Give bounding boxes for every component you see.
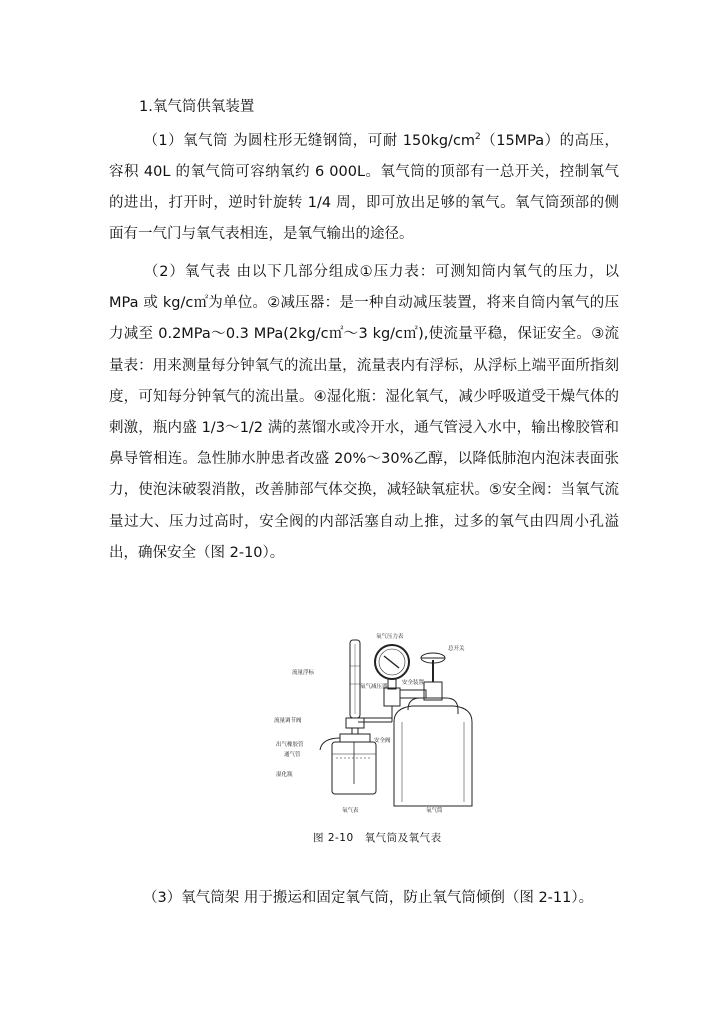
connecting-pipe-drawing bbox=[358, 706, 392, 722]
humidifier-bottle-drawing bbox=[320, 734, 376, 794]
section-title: 1.氧气筒供氧装置 bbox=[139, 99, 255, 115]
paragraph-text: （15MPa）的高压，容积 40L 的氧气筒可容纳氧约 6 000L。氧气筒的顶部有一总开关，控制氧气的进出，打开时，逆时针旋转 1/4 周，即可放出足够的氧气。氧气筒颈部的侧面有一气门与氧气表相连，是氧气输出的途径。 bbox=[109, 132, 619, 243]
figure-caption: 图 2-10 氧气筒及氧气表 bbox=[313, 832, 442, 844]
paragraph-text: 为圆柱形无缝钢筒，可耐 150kg/cm bbox=[233, 132, 476, 149]
paragraph-text: 用于搬运和固定氧气筒，防止氧气筒倾倒（图 2-11）。 bbox=[243, 890, 594, 906]
cylinder-drawing bbox=[394, 653, 472, 806]
label-safety-switch: 安全装置 bbox=[402, 680, 425, 686]
label-pressure-gauge: 氧气压力表 bbox=[376, 634, 404, 640]
apparatus-illustration bbox=[274, 626, 474, 816]
paragraph-cylinder-rack bbox=[109, 883, 629, 914]
pressure-gauge-drawing bbox=[375, 645, 426, 706]
label-oxygen-cylinder: 氧气筒 bbox=[426, 808, 443, 814]
label-flow-float: 流量浮标 bbox=[292, 670, 315, 676]
paragraph-text: 由以下几部分组成①压力表：可测知筒内氧气的压力，以 MPa 或 kg/c㎡为单位。②减压器：是一种自动减压装置，将来自筒内氧气的压力减至 0.2MPa～0.3 MPa(2kg/c㎡～3 kg/c㎡),使流量平稳，保证安全。③流量表：用来测量每分钟氧气的流出量，流量表内有浮标，从浮标上端平面所指刻度，可知每分钟氧气的流出量。④湿化瓶：湿化氧气，减少呼吸道受干燥气体的刺激，瓶内盛 1/3～1/2 满的蒸馏水或冷开水，通气管浸入水中，输出橡胶管和鼻导管相连。急性肺水肿患者改盛 20%～30%乙醇，以降低肺泡内泡沫表面张力，使泡沫破裂消散，改善肺部气体交换，减轻缺氧症状。⑤安全阀：当氧气流量过大、压力过高时，安全阀的内部活塞自动上推，过多的氧气由四周小孔溢出，确保安全（图 2-10）。 bbox=[109, 264, 620, 561]
label-humidifier: 湿化瓶 bbox=[276, 772, 293, 778]
figure-oxygen-apparatus bbox=[274, 626, 474, 816]
paragraph-lead: （1）氧气筒 bbox=[143, 132, 228, 149]
label-safety-valve: 安全阀 bbox=[374, 738, 391, 744]
label-main-switch: 总开关 bbox=[448, 646, 465, 652]
paragraph-oxygen-meter bbox=[109, 257, 619, 569]
label-outlet-tube: 出气橡胶管 bbox=[276, 742, 304, 748]
paragraph-oxygen-cylinder bbox=[109, 122, 619, 251]
label-flow-regulator: 流量调节阀 bbox=[274, 718, 302, 724]
paragraph-lead: （3）氧气筒架 bbox=[143, 890, 240, 906]
label-reducer: 氧气减压器 bbox=[360, 684, 388, 690]
label-oxygen-meter: 氧气表 bbox=[342, 808, 359, 814]
label-vent-tube: 通气管 bbox=[284, 752, 301, 758]
superscript: 2 bbox=[475, 132, 481, 142]
paragraph-lead: （2）氧气表 bbox=[143, 264, 231, 280]
